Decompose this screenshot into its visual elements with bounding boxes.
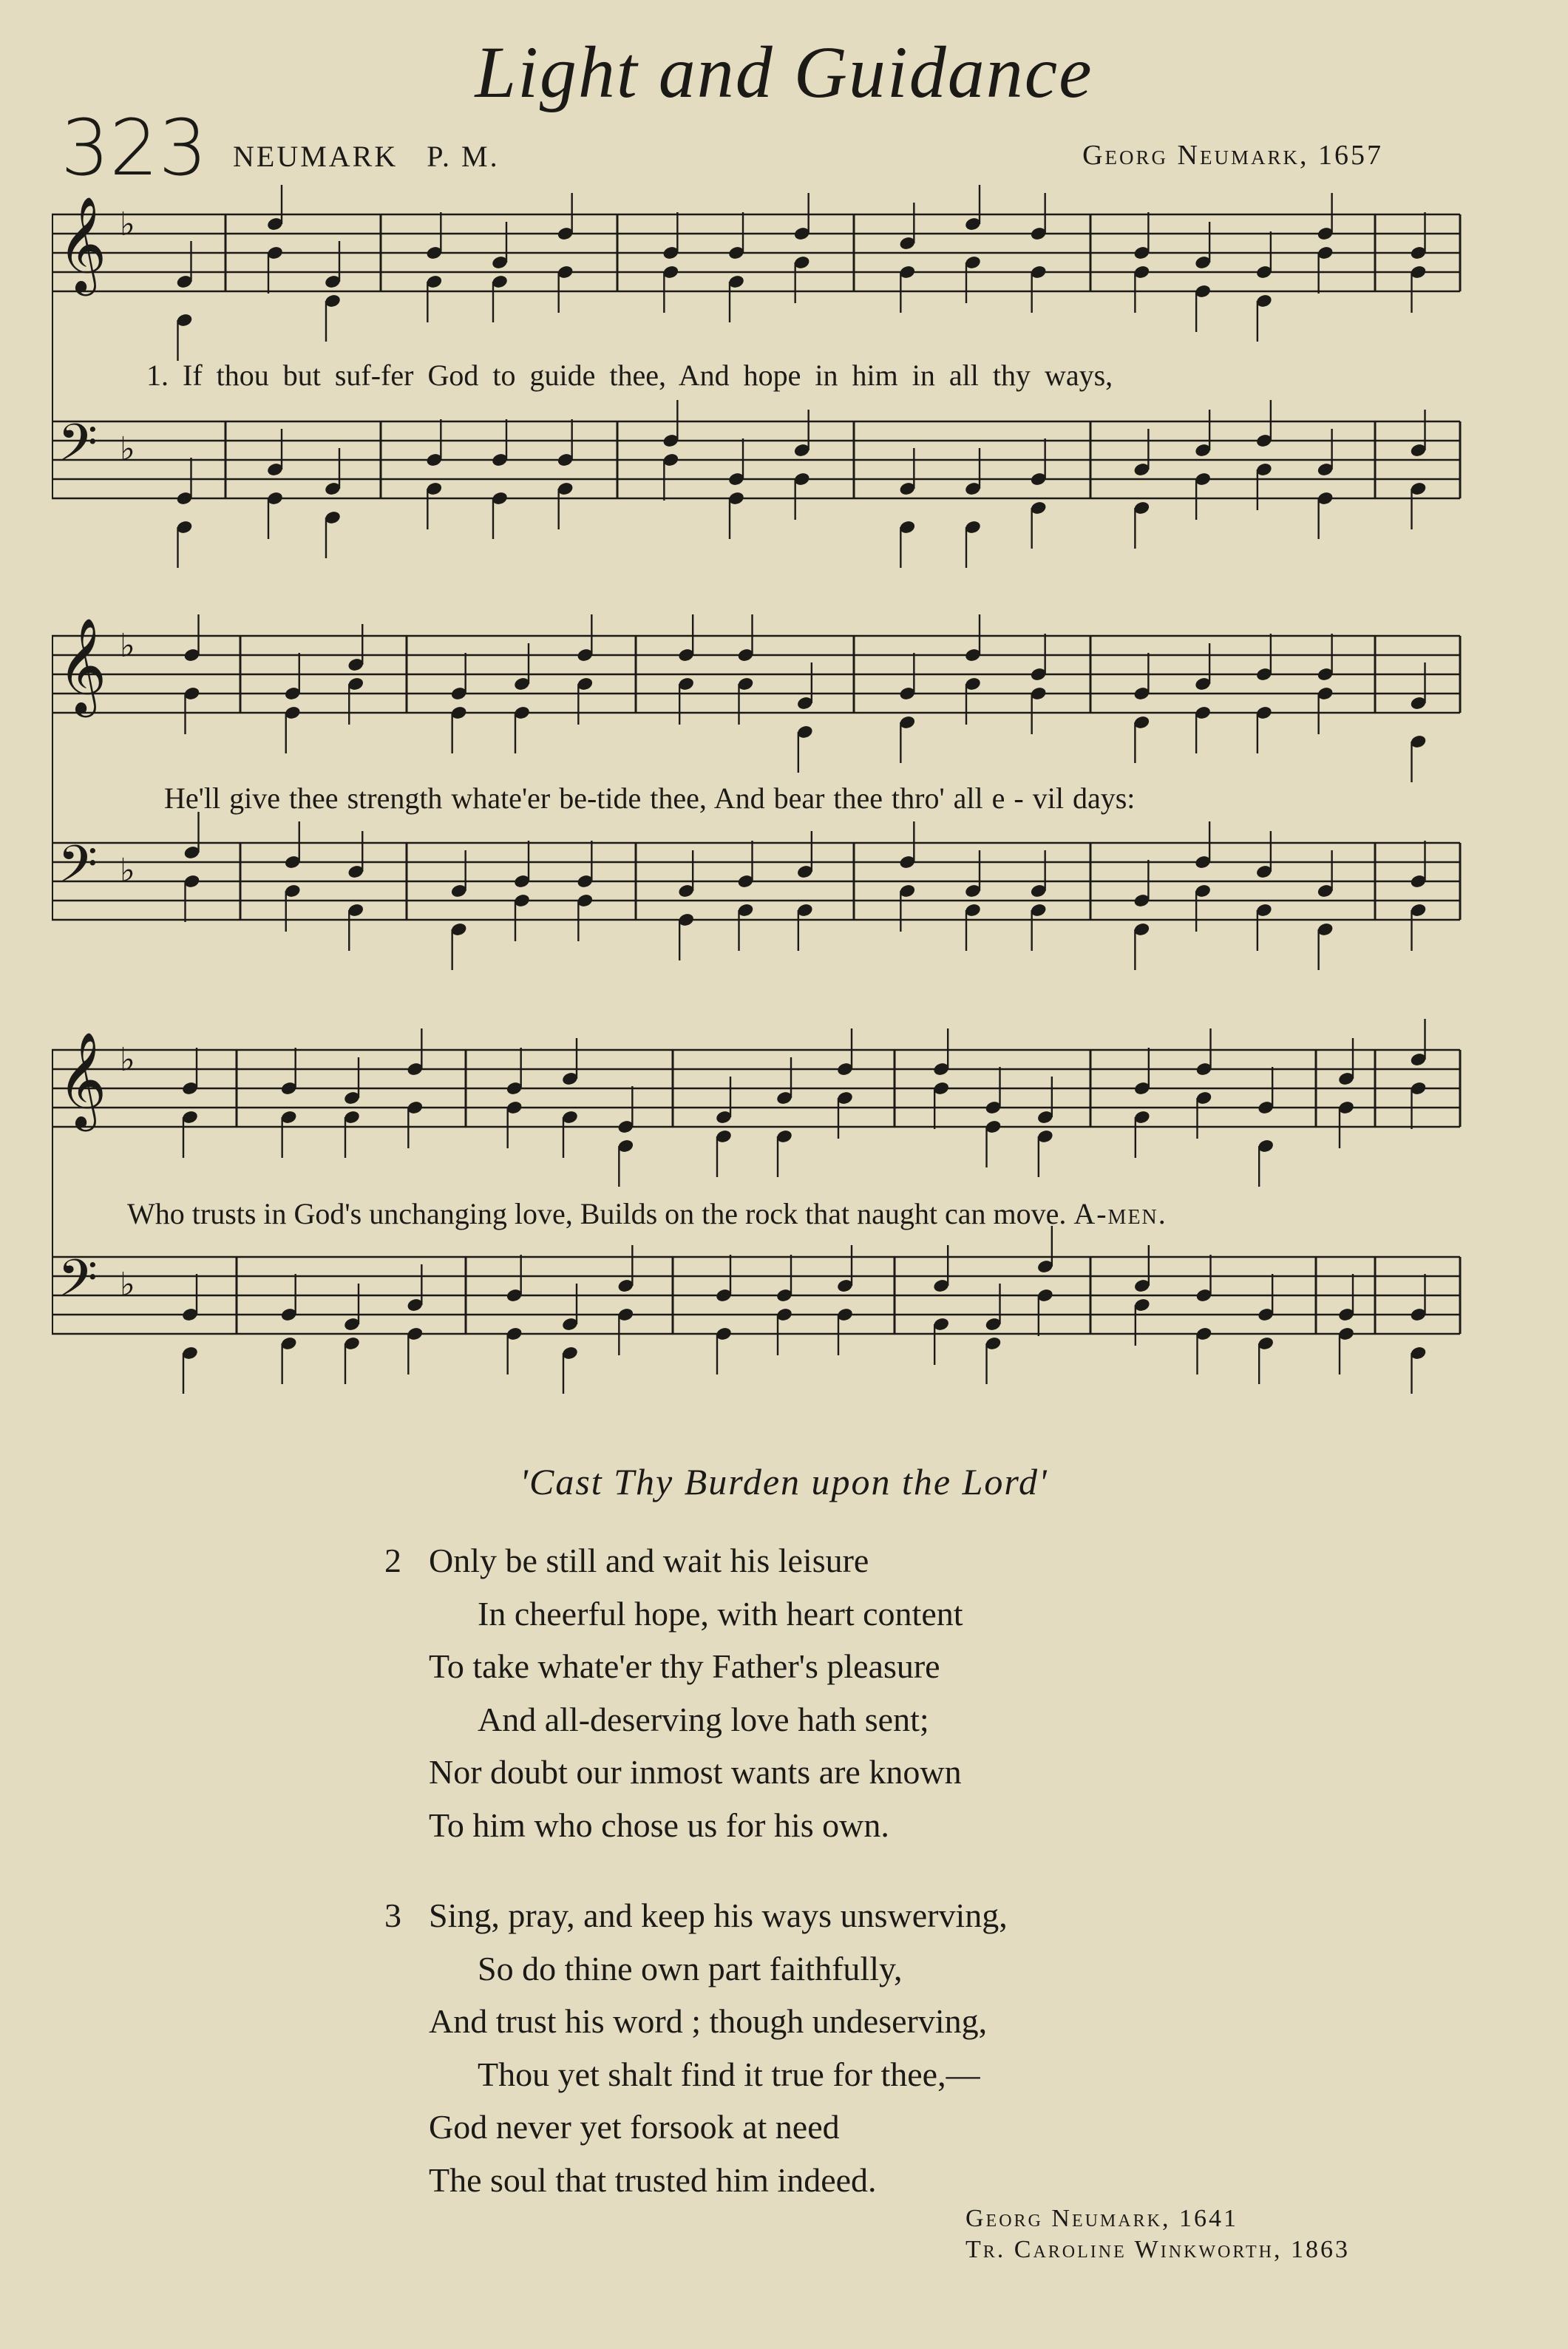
flat-icon: ♭: [120, 206, 135, 243]
lyrics-line-2: He'll give thee strength whate'er be-tide thee, And bear thee thro' all e - vil days:: [164, 782, 1136, 815]
author-credit: Georg Neumark, 1641: [965, 2205, 1238, 2232]
flat-icon: ♭: [120, 1041, 135, 1079]
lyrics-line-3: [127, 1196, 1167, 1231]
composer-credit: Georg Neumark, 1657: [1082, 140, 1383, 171]
meter: P. M.: [427, 140, 500, 173]
verse-line: In cheerful hope, with heart content: [478, 1594, 963, 1633]
bass-clef-icon: 𝄢: [58, 1248, 98, 1321]
tune-name: NEUMARK: [233, 140, 398, 173]
verse-line: Nor doubt our inmost wants are known: [429, 1753, 962, 1791]
verse-line: To take whate'er thy Father's pleasure: [429, 1647, 940, 1685]
verse-line: Sing, pray, and keep his ways unswerving,: [429, 1897, 1008, 1934]
section-title: Light and Guidance: [475, 31, 1093, 113]
bass-clef-icon: 𝄢: [58, 413, 98, 485]
treble-clef-icon: 𝄞: [58, 1031, 107, 1128]
verse-number: 3: [384, 1897, 401, 1934]
verse-line: And all-deserving love hath sent;: [478, 1700, 929, 1738]
verse-line: To him who chose us for his own.: [429, 1806, 889, 1844]
verse-line: And trust his word ; though undeserving,: [429, 2002, 988, 2040]
verse-line: Only be still and wait his leisure: [429, 1542, 869, 1579]
treble-clef-icon: 𝄞: [58, 617, 107, 713]
verse-line: So do thine own part faithfully,: [478, 1949, 903, 1987]
flat-icon: ♭: [120, 1266, 135, 1304]
verse-line: Thou yet shalt find it true for thee,—: [478, 2055, 980, 2093]
flat-icon: ♭: [120, 852, 135, 889]
verse-line: The soul that trusted him indeed.: [429, 2160, 877, 2199]
verse-3: [384, 1889, 1345, 2206]
lyrics-line-3-main: Who trusts in God's unchanging love, Builds on the rock that naught can move.: [127, 1197, 1067, 1230]
flat-icon: ♭: [120, 627, 135, 665]
treble-clef-icon: 𝄞: [58, 196, 107, 292]
text-credits: [965, 2203, 1350, 2265]
verse-number: 2: [384, 1542, 401, 1579]
hymn-number: 323: [61, 103, 208, 193]
verse-2: [384, 1534, 1345, 1851]
tune-name-meter: [233, 139, 500, 174]
bass-clef-icon: 𝄢: [58, 834, 98, 906]
verse-subtitle: 'Cast Thy Burden upon the Lord': [520, 1461, 1048, 1502]
amen: A-men.: [1073, 1197, 1167, 1230]
lyrics-line-1: 1. If thou but suf-fer God to guide thee, And hope in him in all thy ways,: [146, 359, 1113, 392]
flat-icon: ♭: [120, 430, 135, 468]
verse-line: God never yet forsook at need: [429, 2108, 840, 2146]
translator-credit: Tr. Caroline Winkworth, 1863: [965, 2236, 1350, 2263]
